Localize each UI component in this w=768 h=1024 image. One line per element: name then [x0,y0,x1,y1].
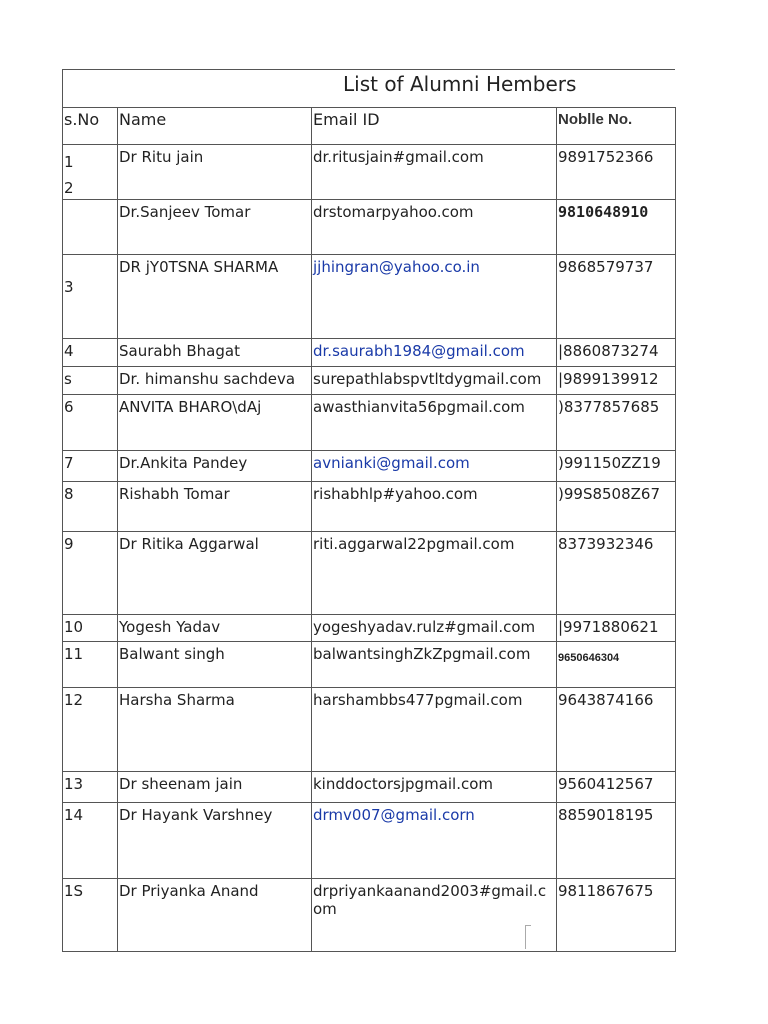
cell-sno: 14 [63,803,118,879]
header-row [63,108,676,145]
cell-mobile [557,642,676,688]
cell-sno: s [63,367,118,395]
cell-name: ANVITA BHARO\dAj [118,395,312,451]
cell-email-link[interactable]: avnianki@gmail.com [312,451,557,482]
cell-name: DR jY0TSNA SHARMA [118,255,312,339]
page-title: List of Alumni Hembers [343,72,577,96]
cell-email: balwantsinghZkZpgmail.com [312,642,557,688]
mobile-value: 9650646304 [558,652,620,664]
cell-mobile: 9810648910 [557,200,676,255]
cell-mobile: |9971880621 [557,615,676,642]
cell-mobile: 8373932346 [557,532,676,615]
cell-name: Yogesh Yadav [118,615,312,642]
cell-name: Saurabh Bhagat [118,339,312,367]
table-row [63,615,676,642]
cell-sno: 7 [63,451,118,482]
cell-email-link[interactable]: jjhingran@yahoo.co.in [312,255,557,339]
cell-email: drstomarpyahoo.com [312,200,557,255]
table-row [63,772,676,803]
cell-sno: 8 [63,482,118,532]
table-row [63,642,676,688]
alumni-table [62,107,676,952]
cell-email: awasthianvita56pgmail.com [312,395,557,451]
cursor-mark [525,925,531,949]
cell-name: Dr Hayank Varshney [118,803,312,879]
header-mobile: Noblle No. [557,108,676,145]
table-row [63,482,676,532]
cell-sno: 11 [63,642,118,688]
cell-email: harshambbs477pgmail.com [312,688,557,772]
cell-name: Harsha Sharma [118,688,312,772]
cell-name: Rishabh Tomar [118,482,312,532]
sno-value: 3 [64,278,74,296]
header-email: Email ID [312,108,557,145]
cell-sno [63,145,118,200]
cell-email: dr.ritusjain#gmail.com [312,145,557,200]
cell-sno: 12 [63,688,118,772]
sno-value-extra: 2 [64,179,74,197]
cell-sno: 13 [63,772,118,803]
table-row [63,451,676,482]
cell-email: riti.aggarwal22pgmail.com [312,532,557,615]
cell-mobile: 9811867675 [557,879,676,952]
table-row [63,688,676,772]
cell-mobile: )99S8508Z67 [557,482,676,532]
cell-mobile: |8860873274 [557,339,676,367]
cell-mobile: )8377857685 [557,395,676,451]
cell-name: Dr Priyanka Anand [118,879,312,952]
cell-sno: 4 [63,339,118,367]
cell-mobile: )991150ZZ19 [557,451,676,482]
cell-sno: 1S [63,879,118,952]
header-sno: s.No [63,108,118,145]
cell-email: surepathlabspvtltdygmail.com [312,367,557,395]
cell-sno [63,255,118,339]
cell-sno: 10 [63,615,118,642]
cell-sno: 9 [63,532,118,615]
cell-name: Dr.Sanjeev Tomar [118,200,312,255]
header-name: Name [118,108,312,145]
cell-name: Dr.Ankita Pandey [118,451,312,482]
cell-email: yogeshyadav.rulz#gmail.com [312,615,557,642]
title-row [62,69,675,107]
table-row [63,145,676,200]
cell-email-link[interactable]: dr.saurabh1984@gmail.com [312,339,557,367]
table-row [63,395,676,451]
cell-sno: 6 [63,395,118,451]
cell-mobile: 9868579737 [557,255,676,339]
cell-name: Dr. himanshu sachdeva [118,367,312,395]
cell-mobile: |9899139912 [557,367,676,395]
cell-sno [63,200,118,255]
cell-mobile: 8859018195 [557,803,676,879]
sno-value: 1 [64,153,74,171]
cell-mobile: 9560412567 [557,772,676,803]
table-row [63,879,676,952]
cell-name: Dr Ritika Aggarwal [118,532,312,615]
cell-email-link[interactable]: drmv007@gmail.corn [312,803,557,879]
cell-name: Dr sheenam jain [118,772,312,803]
cell-name: Dr Ritu jain [118,145,312,200]
cell-email: kinddoctorsjpgmail.com [312,772,557,803]
table-row [63,367,676,395]
cell-email: drpriyankaanand2003#gmail.com [312,879,557,952]
table-row [63,532,676,615]
table-row [63,339,676,367]
table-row [63,255,676,339]
cell-mobile: 9643874166 [557,688,676,772]
cell-email: rishabhlp#yahoo.com [312,482,557,532]
table-row [63,200,676,255]
cell-name: Balwant singh [118,642,312,688]
table-row [63,803,676,879]
cell-mobile: 9891752366 [557,145,676,200]
